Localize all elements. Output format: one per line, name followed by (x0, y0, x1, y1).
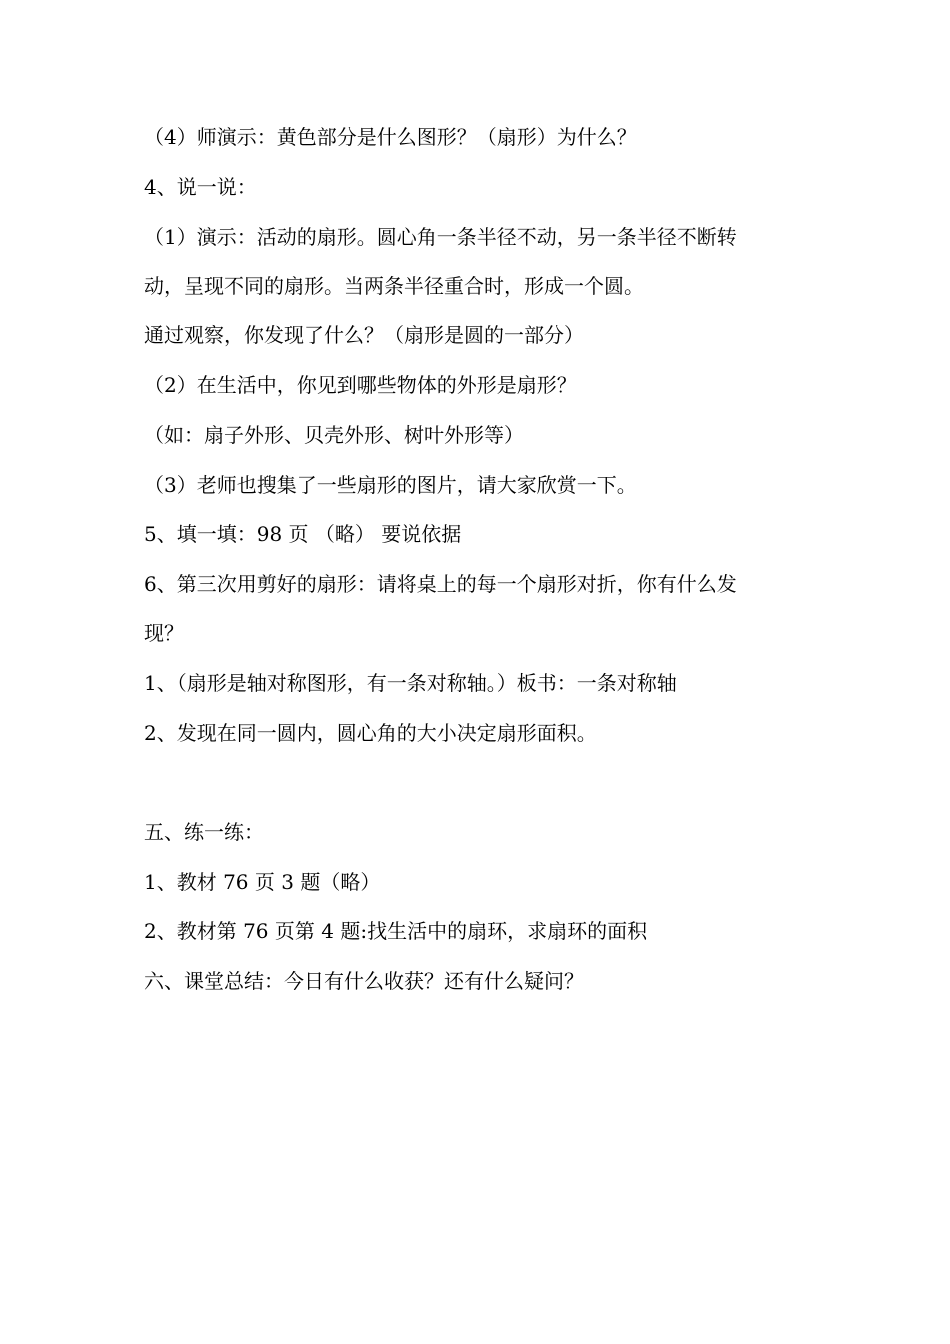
text-line-section-5: 5、填一填：98 页 （略） 要说依据 (144, 522, 462, 546)
text-line-finding-1: 1、（扇形是轴对称图形，有一条对称轴。）板书：一条对称轴 (144, 671, 677, 695)
text-line-examples: （如：扇子外形、贝壳外形、树叶外形等） (144, 423, 524, 447)
section-heading-practice: 五、练一练： (144, 820, 264, 844)
text-line-demo-1-cont: 动，呈现不同的扇形。当两条半径重合时，形成一个圆。 (144, 274, 644, 298)
text-line-section-6: 6、第三次用剪好的扇形：请将桌上的每一个扇形对折，你有什么发 (144, 572, 737, 596)
text-line-teacher-demo: （4）师演示：黄色部分是什么图形？（扇形）为什么？ (144, 125, 637, 149)
text-line-finding-2: 2、发现在同一圆内，圆心角的大小决定扇形面积。 (144, 721, 597, 745)
text-line-section-6-cont: 现？ (144, 621, 184, 645)
text-line-section-4: 4、说一说： (144, 175, 257, 199)
section-heading-summary: 六、课堂总结：今日有什么收获？还有什么疑问？ (144, 969, 584, 993)
text-line-practice-1: 1、教材 76 页 3 题（略） (144, 870, 381, 894)
text-line-item-3: （3）老师也搜集了一些扇形的图片，请大家欣赏一下。 (144, 473, 637, 497)
text-line-question-2: （2）在生活中，你见到哪些物体的外形是扇形？ (144, 373, 577, 397)
text-line-practice-2: 2、教材第 76 页第 4 题:找生活中的扇环，求扇环的面积 (144, 919, 648, 943)
text-line-demo-1: （1）演示：活动的扇形。圆心角一条半径不动，另一条半径不断转 (144, 225, 737, 249)
text-line-observation: 通过观察，你发现了什么？（扇形是圆的一部分） (144, 323, 584, 347)
